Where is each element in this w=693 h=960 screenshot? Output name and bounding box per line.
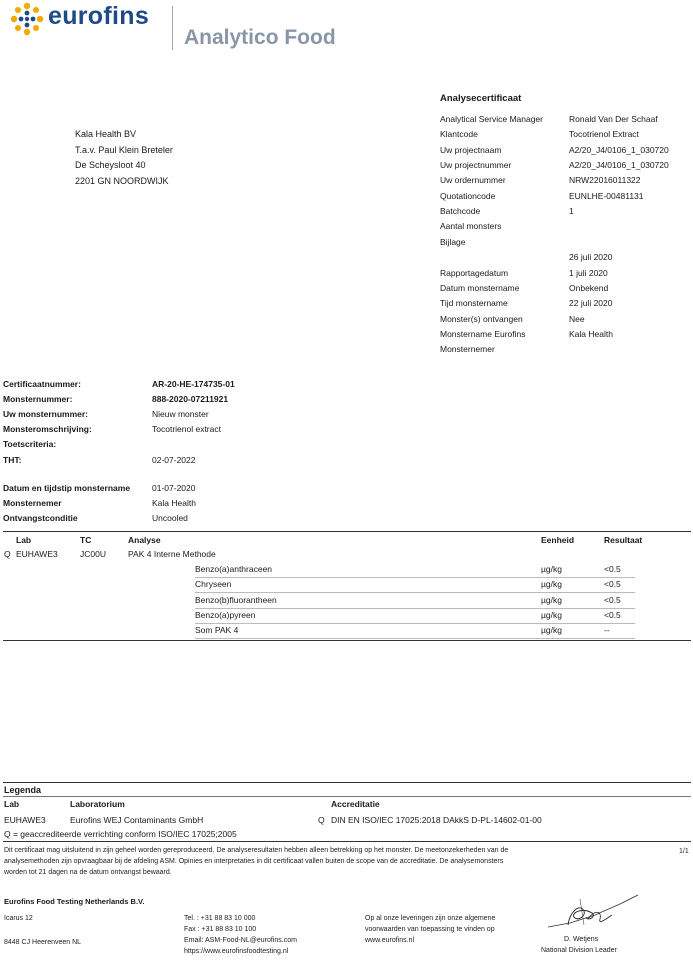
result-value: <0.5 bbox=[604, 594, 621, 605]
footer-terms-1: Op al onze leveringen zijn onze algemene bbox=[365, 915, 496, 922]
cert-value: 1 juli 2020 bbox=[569, 267, 608, 278]
sample-label: Toetscriteria: bbox=[3, 439, 57, 450]
cert-value: 1 bbox=[569, 206, 574, 217]
signer-title: National Division Leader bbox=[541, 947, 617, 954]
legend-q-note: Q = geaccrediteerde verrichting conform ISO/IEC 17025;2005 bbox=[4, 829, 237, 839]
result-row-divider bbox=[195, 592, 635, 593]
col-eenheid: Eenheid bbox=[541, 535, 575, 545]
disclaimer-line-3: worden tot 21 dagen na de datum ontvangst bewaard. bbox=[4, 869, 172, 876]
cert-label: Monsternemer bbox=[440, 344, 495, 355]
cert-label: Aantal monsters bbox=[440, 221, 502, 232]
cert-label: Uw projectnummer bbox=[440, 160, 512, 171]
cert-value: Onbekend bbox=[569, 282, 609, 293]
result-unit: µg/kg bbox=[541, 594, 562, 605]
cert-value: Nee bbox=[569, 313, 585, 324]
brand-name: eurofins bbox=[48, 2, 150, 30]
result-unit: µg/kg bbox=[541, 564, 562, 574]
table-bottom-line bbox=[3, 640, 691, 641]
sampling-value: Uncooled bbox=[152, 513, 188, 524]
cert-label: Batchcode bbox=[440, 206, 481, 217]
cert-label: Bijlage bbox=[440, 236, 466, 247]
cert-label: Analytical Service Manager bbox=[440, 114, 543, 124]
method-q: Q bbox=[4, 549, 11, 559]
address-attention: T.a.v. Paul Klein Breteler bbox=[75, 144, 173, 155]
footer-company: Eurofins Food Testing Netherlands B.V. bbox=[4, 897, 145, 906]
sampling-label: Datum en tijdstip monstername bbox=[3, 483, 131, 493]
cert-value: 22 juli 2020 bbox=[569, 298, 613, 309]
col-resultaat: Resultaat bbox=[604, 535, 643, 545]
legend-laboratorium: Eurofins WEJ Contaminants GmbH bbox=[70, 815, 204, 825]
result-unit: µg/kg bbox=[541, 625, 562, 636]
result-value: <0.5 bbox=[604, 564, 621, 574]
footer-terms bbox=[365, 913, 495, 946]
sample-label: Monsteromschrijving: bbox=[3, 424, 92, 435]
result-value: -- bbox=[604, 625, 610, 636]
cert-value: Ronald Van Der Schaaf bbox=[569, 114, 658, 124]
sample-label: Monsternummer: bbox=[3, 394, 73, 405]
cert-value: A2/20_J4/0106_1_030720 bbox=[569, 160, 669, 171]
cert-label: Datum monstername bbox=[440, 282, 520, 293]
legend-lab-header: Lab bbox=[4, 799, 20, 809]
method-lab: EUHAWE3 bbox=[16, 549, 58, 559]
legend-top-line bbox=[3, 782, 691, 783]
cert-label: Monster(s) ontvangen bbox=[440, 313, 523, 324]
logo-divider bbox=[172, 6, 173, 50]
legend-acc-q: Q bbox=[318, 815, 325, 825]
sampling-value: Kala Health bbox=[152, 498, 196, 509]
sample-label: THT: bbox=[3, 454, 22, 465]
sample-label: Uw monsternummer: bbox=[3, 409, 89, 420]
footer-web: https://www.eurofinsfoodtesting.nl bbox=[184, 948, 289, 955]
col-tc: TC bbox=[80, 535, 92, 545]
legend-bottom-line bbox=[3, 841, 691, 842]
footer-city: 8448 CJ Heerenveen NL bbox=[4, 939, 82, 946]
cert-value: 26 juli 2020 bbox=[569, 252, 613, 263]
result-analyte: Som PAK 4 bbox=[195, 625, 239, 636]
footer-terms-3: www.eurofins.nl bbox=[365, 937, 415, 944]
method-tc: JC00U bbox=[80, 549, 106, 559]
footer-terms-2: voorwaarden van toepassing te vinden op bbox=[365, 926, 495, 933]
recipient-address bbox=[75, 127, 173, 189]
result-analyte: Benzo(a)anthraceen bbox=[195, 564, 273, 574]
cert-value: A2/20_J4/0106_1_030720 bbox=[569, 144, 669, 155]
division-name: Analytico Food bbox=[184, 26, 336, 49]
sample-value: AR-20-HE-174735-01 bbox=[152, 379, 235, 389]
result-unit: µg/kg bbox=[541, 609, 562, 620]
sample-value: 02-07-2022 bbox=[152, 454, 196, 465]
address-street: De Scheysloot 40 bbox=[75, 160, 146, 170]
legend-accreditatie: DIN EN ISO/IEC 17025:2018 DAkkS D-PL-14602-01-00 bbox=[331, 815, 542, 825]
disclaimer-line-2: analysemethoden zijn opvraagbaar bij de afdeling ASM. Opinies en interpretaties in dit certificaat vallen buiten de scope van de accreditatie. De analysemonsters bbox=[4, 858, 504, 865]
address-city: 2201 GN NOORDWIJK bbox=[75, 175, 169, 186]
cert-label: Klantcode bbox=[440, 129, 478, 140]
cert-label: Uw ordernummer bbox=[440, 175, 506, 186]
certificate-title: Analysecertificaat bbox=[440, 93, 522, 104]
result-analyte: Benzo(b)fluorantheen bbox=[195, 594, 277, 605]
eurofins-dots-icon bbox=[10, 2, 44, 36]
footer-street: Icarus 12 bbox=[4, 915, 33, 922]
footer-tel: Tel. : +31 88 83 10 000 bbox=[184, 915, 256, 922]
disclaimer-line-1: Dit certificaat mag uitsluitend in zijn geheel worden gereproduceerd. De analyseresultaten hebben alleen betrekking op het monster. De meetonzekerheden van de bbox=[4, 847, 509, 854]
legend-laboratorium-header: Laboratorium bbox=[70, 799, 125, 809]
cert-label: Uw projectnaam bbox=[440, 144, 502, 155]
result-row-divider bbox=[195, 623, 635, 624]
cert-label: Rapportagedatum bbox=[440, 267, 509, 278]
sampling-value: 01-07-2020 bbox=[152, 483, 196, 493]
disclaimer bbox=[4, 845, 508, 878]
cert-label: Quotationcode bbox=[440, 190, 496, 201]
footer-email: Email: ASM-Food-NL@eurofins.com bbox=[184, 937, 297, 944]
sample-value: 888-2020-07211921 bbox=[152, 394, 229, 405]
eurofins-logo bbox=[10, 2, 340, 52]
legend-title: Legenda bbox=[4, 785, 42, 795]
table-top-line bbox=[3, 531, 691, 532]
footer-fax: Fax : +31 88 83 10 100 bbox=[184, 926, 257, 933]
legend-title-line bbox=[3, 796, 691, 797]
cert-value: Kala Health bbox=[569, 328, 613, 339]
legend-lab: EUHAWE3 bbox=[4, 815, 46, 825]
result-row-divider bbox=[195, 608, 635, 609]
result-unit: µg/kg bbox=[541, 579, 562, 590]
col-analyse: Analyse bbox=[128, 535, 161, 545]
cert-label: Monstername Eurofins bbox=[440, 328, 526, 339]
result-analyte: Chryseen bbox=[195, 579, 232, 590]
cert-value: EUNLHE-00481131 bbox=[569, 190, 644, 201]
sample-value: Tocotrienol extract bbox=[152, 424, 221, 435]
footer-contact bbox=[184, 913, 297, 957]
result-value: <0.5 bbox=[604, 609, 621, 620]
result-row-divider bbox=[195, 577, 635, 578]
signature-image bbox=[540, 889, 640, 934]
address-company: Kala Health BV bbox=[75, 129, 137, 139]
sample-label: Certificaatnummer: bbox=[3, 379, 81, 389]
result-value: <0.5 bbox=[604, 579, 621, 590]
sampling-label: Monsternemer bbox=[3, 498, 62, 509]
cert-value: Tocotrienol Extract bbox=[569, 129, 639, 140]
col-lab: Lab bbox=[16, 535, 32, 545]
signer-name: D. Wetjens bbox=[564, 936, 599, 943]
sample-value: Nieuw monster bbox=[152, 409, 209, 420]
method-name: PAK 4 Interne Methode bbox=[128, 549, 216, 559]
cert-value: NRW22016011322 bbox=[569, 175, 641, 186]
result-analyte: Benzo(a)pyreen bbox=[195, 609, 256, 620]
cert-label: Tijd monstername bbox=[440, 298, 508, 309]
page-number: 1/1 bbox=[679, 848, 689, 855]
legend-accreditatie-header: Accreditatie bbox=[331, 799, 380, 809]
sampling-label: Ontvangstconditie bbox=[3, 513, 78, 524]
